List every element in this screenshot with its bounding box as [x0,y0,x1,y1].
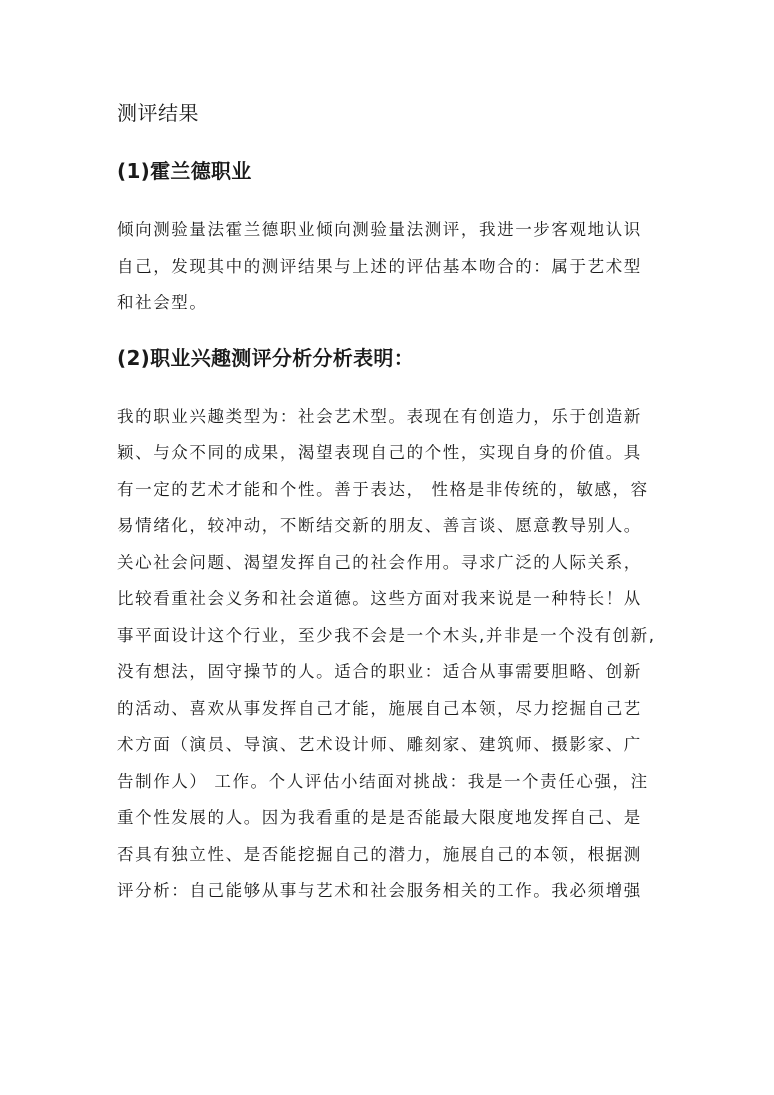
section-heading-interest: (2)职业兴趣测评分析分析表明： [117,345,414,370]
paragraph-line: 的活动、喜欢从事发挥自己才能，施展自己本领，尽力挖掘自己艺 [117,698,642,718]
paragraph-line: 没有想法，固守操节的人。适合的职业：适合从事需要胆略、创新 [117,662,642,681]
section-heading-holland: (1)霍兰德职业 [117,159,252,183]
paragraph-line: 告制作人） 工作。个人评估小结面对挑战：我是一个责任心强，注 [117,771,649,791]
paragraph-line: 倾向测验量法霍兰德职业倾向测验量法测评，我进一步客观地认识 [117,220,642,239]
paragraph-line: 有一定的艺术才能和个性。善于表达， 性格是非传统的，敏感，容 [117,479,649,499]
paragraph-line: 颖、与众不同的成果，渴望表现自己的个性，实现自身的价值。具 [117,443,642,462]
page-title: 测评结果 [117,101,199,125]
document-body [117,98,662,931]
paragraph-line: 事平面设计这个行业，至少我不会是一个木头,并非是一个没有创新, [117,625,656,645]
paragraph-line: 否具有独立性、是否能挖掘自己的潜力，施展自己的本领，根据测 [117,844,642,864]
section-paragraph-interest [117,399,662,910]
paragraph-line: 和社会型。 [117,293,208,312]
section-paragraph-holland [117,212,662,322]
paragraph-line: 术方面（演员、导演、艺术设计师、雕刻家、建筑师、摄影家、广 [117,735,642,754]
paragraph-line: 我的职业兴趣类型为：社会艺术型。表现在有创造力，乐于创造新 [117,406,642,426]
paragraph-line: 关心社会问题、渴望发挥自己的社会作用。寻求广泛的人际关系， [117,552,642,572]
paragraph-line: 评分析：自己能够从事与艺术和社会服务相关的工作。我必须增强 [117,881,642,900]
paragraph-line: 易情绪化，较冲动，不断结交新的朋友、善言谈、愿意教导别人。 [117,516,642,535]
paragraph-line: 自己，发现其中的测评结果与上述的评估基本吻合的：属于艺术型 [117,256,642,276]
paragraph-line: 重个性发展的人。因为我看重的是是否能最大限度地发挥自己、是 [117,808,642,827]
paragraph-line: 比较看重社会义务和社会道德。这些方面对我来说是一种特长！从 [117,589,642,608]
